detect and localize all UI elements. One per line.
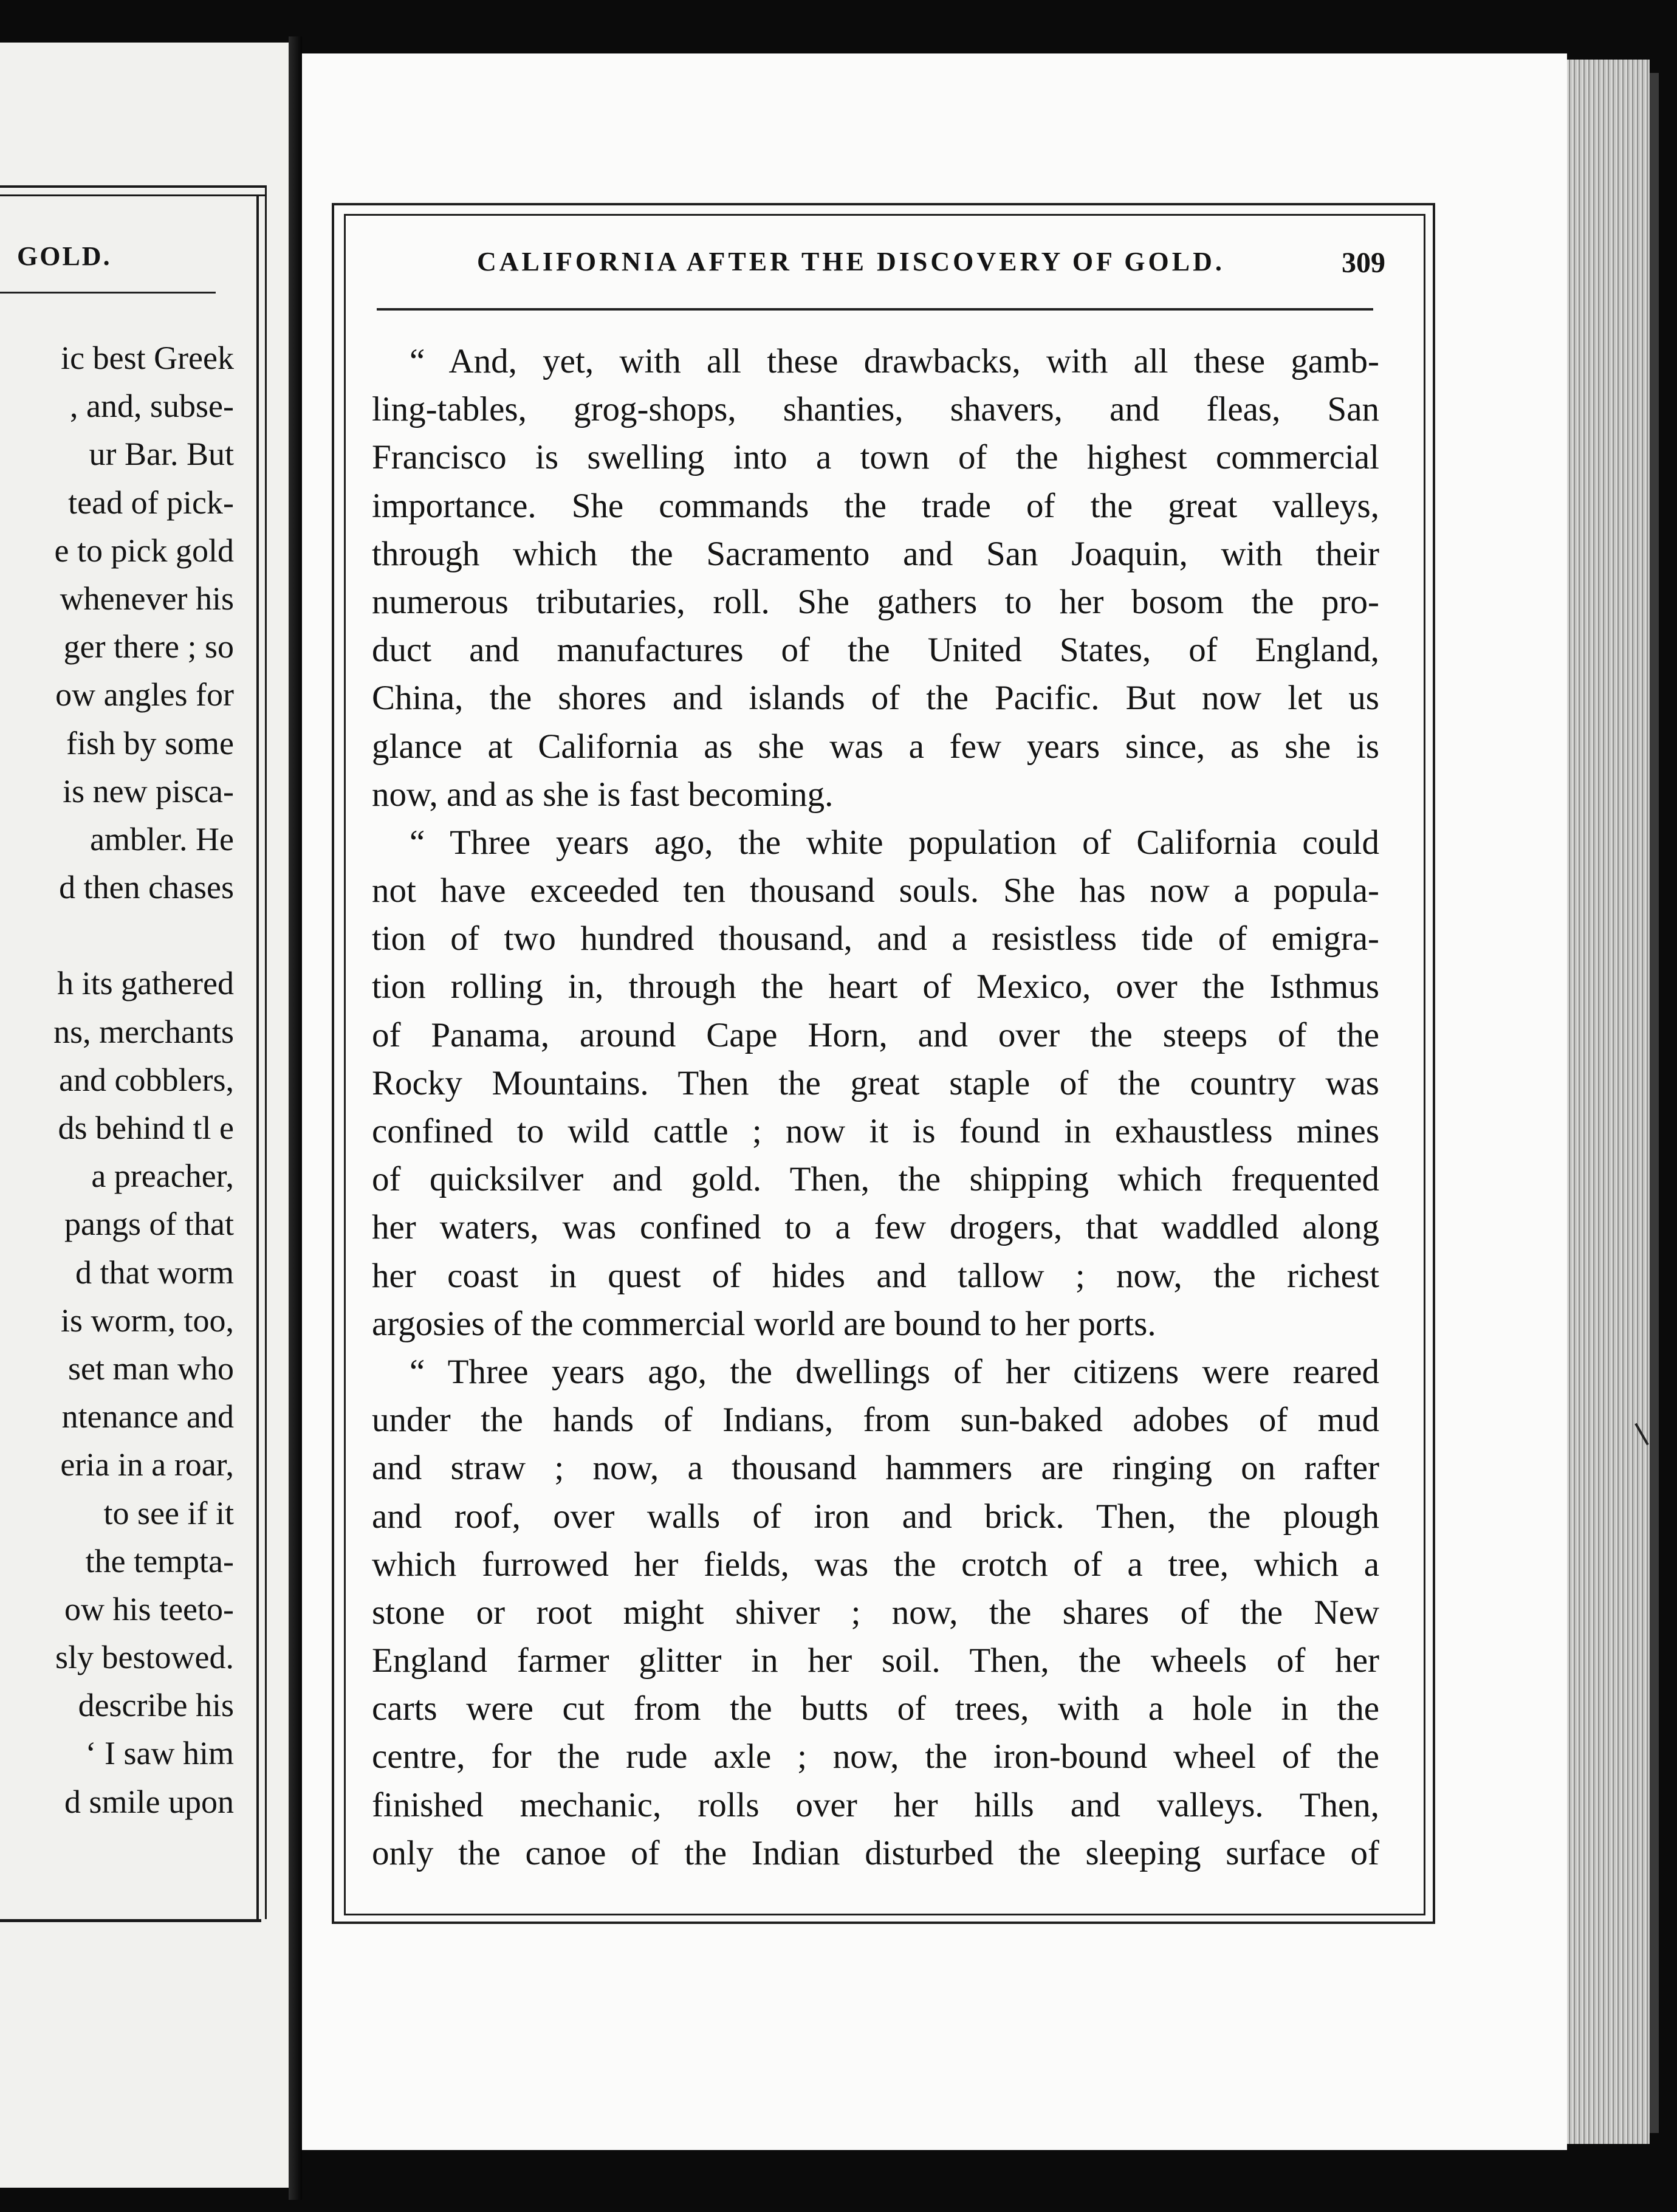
text-line: and roof, over walls of iron and brick. Then, the plough [372, 1497, 1379, 1536]
left-text-line: ntenance and [61, 1398, 234, 1435]
left-text-line: whenever his [60, 580, 234, 617]
page-edge-shadow [1650, 73, 1659, 2133]
left-page [0, 43, 289, 2188]
running-title: CALIFORNIA AFTER THE DISCOVERY OF GOLD. [477, 247, 1225, 276]
book-spine [289, 36, 302, 2200]
text-line: centre, for the rude axle ; now, the iron-bound wheel of the [372, 1737, 1379, 1776]
text-line: argosies of the commercial world are bound to her ports. [372, 1304, 1156, 1343]
text-line: Francisco is swelling into a town of the highest commercial [372, 438, 1379, 477]
text-line: Rocky Mountains. Then the great staple of the country was [372, 1063, 1379, 1102]
left-text-line: ic best Greek [61, 340, 234, 376]
text-line: under the hands of Indians, from sun-baked adobes of mud [372, 1401, 1379, 1440]
left-text-line: , and, subse- [70, 388, 234, 425]
text-line: finished mechanic, rolls over her hills and valleys. Then, [372, 1785, 1379, 1824]
text-line: numerous tributaries, roll. She gathers to her bosom the pro- [372, 582, 1379, 621]
text-line: “ Three years ago, the white population of California could [410, 823, 1379, 862]
text-line: her coast in quest of hides and tallow ; now, the richest [372, 1256, 1379, 1295]
left-text-block [0, 334, 234, 1826]
left-text-line: ow angles for [55, 676, 234, 713]
text-line: carts were cut from the butts of trees, with a hole in the [372, 1689, 1379, 1728]
left-text-line: and cobblers, [59, 1061, 234, 1098]
left-text-line: sly bestowed. [55, 1639, 234, 1676]
left-text-line: fish by some [66, 724, 234, 761]
left-text-line: d that worm [75, 1254, 234, 1291]
left-running-head: GOLD. [17, 241, 112, 271]
left-text-line: d smile upon [64, 1783, 234, 1820]
text-line: tion of two hundred thousand, and a resistless tide of emigra- [372, 919, 1379, 958]
text-line: not have exceeded ten thousand souls. She has now a popula- [372, 871, 1379, 910]
running-head [371, 246, 1385, 289]
left-frame-line-outer [265, 185, 267, 1919]
text-line: ling-tables, grog-shops, shanties, shavers, and fleas, San [372, 390, 1379, 429]
left-text-line: ger there ; so [63, 628, 234, 665]
left-text-line: ambler. He [90, 820, 234, 857]
left-top-rule-inner [0, 194, 266, 196]
head-rule [377, 308, 1373, 311]
text-line: stone or root might shiver ; now, the shares of the New [372, 1593, 1379, 1632]
text-line: her waters, was confined to a few drogers, that waddled along [372, 1208, 1379, 1247]
left-text-line: e to pick gold [54, 532, 234, 569]
left-text-line: tead of pick- [68, 484, 234, 521]
text-line: now, and as she is fast becoming. [372, 775, 834, 814]
text-line: confined to wild cattle ; now it is found in exhaustless mines [372, 1112, 1379, 1150]
left-text-line: is new pisca- [63, 772, 234, 809]
text-line: only the canoe of the Indian disturbed the sleeping surface of [372, 1833, 1379, 1872]
text-line: importance. She commands the trade of the great valleys, [372, 486, 1379, 525]
text-line: duct and manufactures of the United States, of England, [372, 631, 1379, 670]
left-frame-line-inner [256, 194, 259, 1920]
body-text [372, 337, 1379, 1877]
left-top-rule [0, 185, 266, 188]
text-line: China, the shores and islands of the Pacific. But now let us [372, 679, 1379, 718]
text-line: tion rolling in, through the heart of Mexico, over the Isthmus [372, 967, 1379, 1006]
left-text-line: d then chases [59, 869, 234, 906]
page-edges [1567, 60, 1650, 2144]
left-text-line: eria in a roar, [60, 1446, 234, 1483]
left-text-line: ow his teeto- [64, 1590, 234, 1627]
left-text-line: describe his [78, 1687, 234, 1724]
left-text-line: ns, merchants [53, 1013, 234, 1050]
left-bottom-rule [0, 1919, 261, 1922]
left-text-line: to see if it [103, 1494, 234, 1531]
text-line: “ And, yet, with all these drawbacks, with all these gamb- [410, 342, 1379, 380]
text-line: of quicksilver and gold. Then, the shipping which frequented [372, 1160, 1379, 1199]
text-line: and straw ; now, a thousand hammers are ringing on rafter [372, 1449, 1379, 1488]
text-line: England farmer glitter in her soil. Then, the wheels of her [372, 1641, 1379, 1680]
left-text-line: ‘ I saw him [85, 1735, 234, 1772]
left-text-line: a preacher, [91, 1158, 234, 1195]
text-line: of Panama, around Cape Horn, and over the steeps of the [372, 1015, 1379, 1054]
left-text-line: ur Bar. But [89, 436, 234, 473]
left-text-line: ds behind tl e [58, 1110, 234, 1146]
text-line: which furrowed her fields, was the crotch of a tree, which a [372, 1545, 1379, 1584]
left-text-line [0, 912, 234, 960]
left-text-line: set man who [68, 1350, 234, 1387]
page-number: 309 [1342, 247, 1385, 279]
left-text-line: is worm, too, [60, 1302, 234, 1339]
left-text-line: the tempta- [85, 1542, 234, 1579]
left-head-rule [0, 292, 216, 294]
text-line: “ Three years ago, the dwellings of her citizens were reared [410, 1352, 1379, 1391]
text-line: through which the Sacramento and San Joaquin, with their [372, 534, 1379, 573]
text-line: glance at California as she was a few years since, as she is [372, 727, 1379, 766]
left-text-line: h its gathered [57, 965, 234, 1002]
left-text-line: pangs of that [64, 1206, 234, 1243]
